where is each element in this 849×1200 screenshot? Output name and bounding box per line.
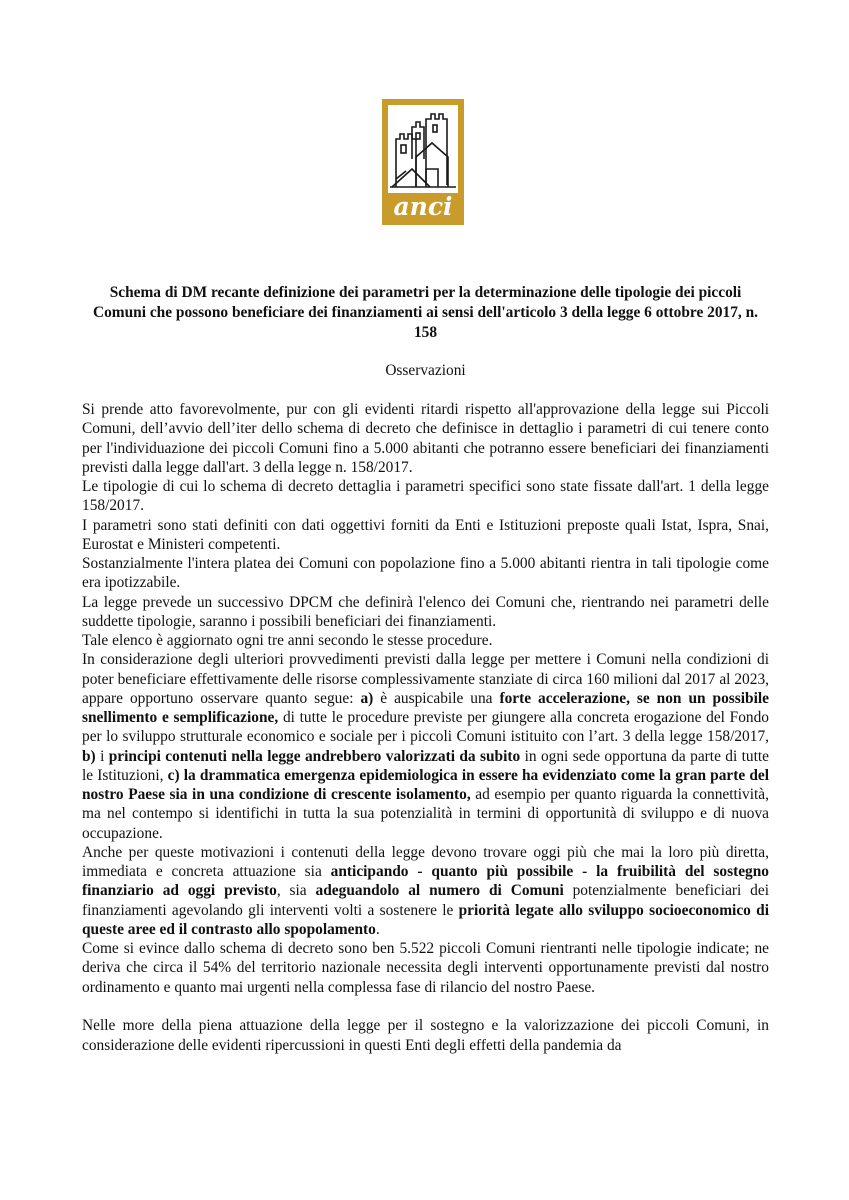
text-run: In considerazione degli ulteriori provvedimenti previsti dalla legge per mettere i Comuni nella condizioni di poter beneficiare effettivamente delle risorse complessivamente stanziate di circa 160 milioni dal 2017 al 2023, appare opportuno osservare quanto segue: — [82, 651, 769, 707]
paragraph-4: Sostanzialmente l'intera platea dei Comuni con popolazione fino a 5.000 abitanti rientra in tali tipologie come era ipotizzabile. — [82, 555, 769, 592]
bold-run: adeguandolo al numero di Comuni — [315, 882, 564, 900]
text-run: è auspicabile una — [373, 689, 500, 707]
paragraph-7 — [82, 650, 769, 843]
anci-logo-icon — [382, 99, 464, 225]
document-title: Schema di DM recante definizione dei parametri per la determinazione delle tipologie dei piccoli Comuni che possono beneficiare dei finanziamenti ai sensi dell'articolo 3 della legge 6 ottobre 2017, n. 158 — [92, 284, 759, 341]
text-run: in ogni sede opportuna da parte di tutte le Istituzioni, — [82, 747, 769, 784]
paragraph-2: Le tipologie di cui lo schema di decreto dettaglia i parametri specifici sono state fissate dall'art. 1 della legge 158/2017. — [82, 478, 769, 515]
paragraph-6: Tale elenco è aggiornato ogni tre anni secondo le stesse procedure. — [82, 632, 493, 649]
text-run: ad esempio per quanto riguarda la connettività, ma nel contempo si identifichi in tutta la sua potenzialità in termini di opportunità di sviluppo e di nuova occupazione. — [82, 786, 769, 842]
bold-run: a) — [360, 689, 374, 707]
text-run: potenzialmente beneficiari dei finanziamenti agevolando gli interventi volti a sostenere le — [82, 882, 769, 919]
bold-run: forte accelerazione, se non un possibile snellimento e semplificazione, — [82, 689, 770, 726]
paragraph-5: La legge prevede un successivo DPCM che definirà l'elenco dei Comuni che, rientrando nei parametri delle suddette tipologie, saranno i possibili beneficiari dei finanziamenti. — [82, 593, 769, 630]
text-run: i — [95, 747, 109, 765]
svg-text:anci: anci — [393, 192, 453, 221]
paragraph-3: I parametri sono stati definiti con dati oggettivi forniti da Enti e Istituzioni preposte quali Istat, Ispra, Snai, Eurostat e Ministeri competenti. — [82, 516, 769, 553]
document-body — [82, 400, 769, 1055]
bold-run: b) — [82, 747, 96, 765]
text-run: Anche per queste motivazioni i contenuti della legge devono trovare oggi più che mai la loro più diretta, immediata e concreta attuazione sia — [82, 843, 769, 880]
section-heading: Osservazioni — [385, 362, 466, 379]
text-run: , sia — [276, 882, 316, 900]
paragraph-10: Nelle more della piena attuazione della legge per il sostegno e la valorizzazione dei piccoli Comuni, in considerazione delle evidenti ripercussioni in questi Enti degli effetti della pandemia da — [82, 1017, 769, 1054]
paragraph-8 — [82, 843, 769, 939]
bold-run: anticipando - quanto più possibile - la fruibilità del sostegno finanziario ad oggi previsto — [82, 863, 769, 900]
text-run: . — [375, 920, 380, 938]
anci-logo — [382, 99, 464, 225]
bold-run: c) la drammatica emergenza epidemiologica in essere ha evidenziato come la gran parte del nostro Paese sia in una condizione di crescente isolamento, — [82, 766, 769, 803]
paragraph-9: Come si evince dallo schema di decreto sono ben 5.522 piccoli Comuni rientranti nelle tipologie indicate; ne deriva che circa il 54% del territorio nazionale necessita degli interventi opportunamente previsti dal nostro ordinamento e quanto mai urgenti nella complessa fase di rilancio del nostro Paese. — [82, 940, 769, 996]
paragraph-1: Si prende atto favorevolmente, pur con gli evidenti ritardi rispetto all'approvazione della legge sui Piccoli Comuni, dell’avvio dell’iter dello schema di decreto che definisce in dettaglio i parametri di cui tenere conto per l'individuazione dei piccoli Comuni fino a 5.000 abitanti che potranno essere beneficiari dei finanziamenti previsti dalla legge dall'art. 3 della legge n. 158/2017. — [82, 401, 769, 476]
text-run: di tutte le procedure previste per giungere alla concreta erogazione del Fondo per lo sviluppo strutturale economico e sociale per i piccoli Comuni istituito con l’art. 3 della legge 158/2017, — [82, 709, 769, 746]
bold-run: priorità legate allo sviluppo socioeconomico di queste aree ed il contrasto allo spopolamento — [82, 901, 769, 938]
bold-run: principi contenuti nella legge andrebbero valorizzati da subito — [108, 747, 521, 765]
